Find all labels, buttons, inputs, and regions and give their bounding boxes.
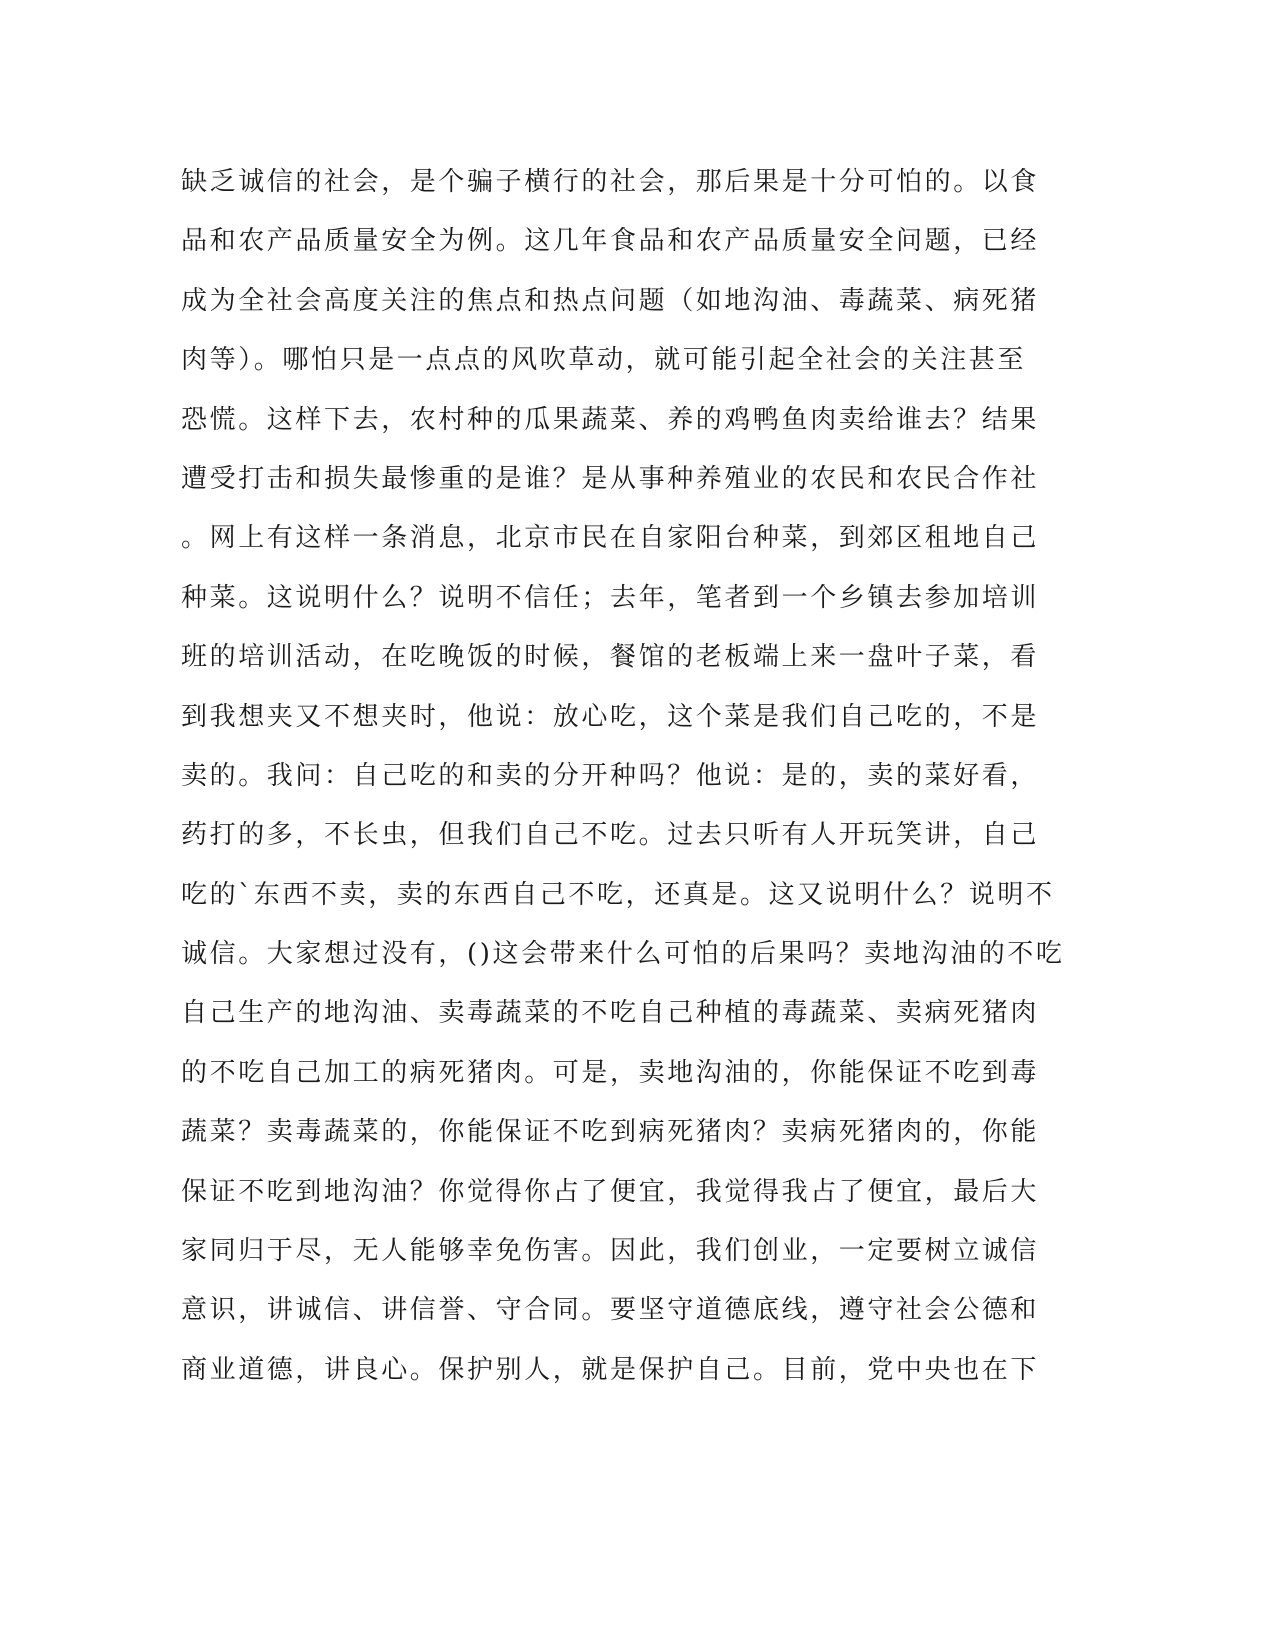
text-line: 意识，讲诚信、讲信誉、守合同。要坚守道德底线，遵守社会公德和: [181, 1295, 1040, 1326]
text-line: 保证不吃到地沟油？你觉得你占了便宜，我觉得我占了便宜，最后大: [181, 1176, 1040, 1207]
text-line: 缺乏诚信的社会，是个骗子横行的社会，那后果是十分可怕的。以食: [181, 167, 1040, 197]
text-line: 药打的多，不长虫，但我们自己不吃。过去只听有人开玩笑讲，自己: [181, 820, 1040, 851]
body-text: [181, 160, 1065, 1407]
text-line: 的不吃自己加工的病死猪肉。可是，卖地沟油的，你能保证不吃到毒: [181, 1057, 1040, 1088]
text-line: 成为全社会高度关注的焦点和热点问题（如地沟油、毒蔬菜、病死猪: [181, 285, 1040, 316]
text-line: 商业道德，讲良心。保护别人，就是保护自己。目前，党中央也在下: [181, 1354, 1040, 1385]
text-line: 班的培训活动，在吃晚饭的时候，餐馆的老板端上来一盘叶子菜，看: [181, 642, 1040, 673]
text-line: 家同归于尽，无人能够幸免伤害。因此，我们创业，一定要树立诚信: [181, 1236, 1040, 1267]
text-line: 肉等）。哪怕只是一点点的风吹草动，就可能引起全社会的关注甚至: [181, 345, 1027, 376]
text-line: 吃的`东西不卖，卖的东西自己不吃，还真是。这又说明什么？说明不: [181, 879, 1055, 910]
text-line: 品和农产品质量安全为例。这几年食品和农产品质量安全问题，已经: [181, 226, 1040, 257]
text-line: 卖的。我问：自己吃的和卖的分开种吗？他说：是的，卖的菜好看，: [181, 760, 1040, 791]
text-line: 到我想夹又不想夹时，他说：放心吃，这个菜是我们自己吃的，不是: [181, 701, 1040, 732]
text-line: 诚信。大家想过没有，()这会带来什么可怕的后果吗？卖地沟油的不吃: [181, 939, 1065, 970]
text-line: 种菜。这说明什么？说明不信任；去年，笔者到一个乡镇去参加培训: [181, 582, 1040, 613]
text-line: 。网上有这样一条消息，北京市民在自家阳台种菜，到郊区租地自己: [181, 523, 1040, 554]
text-line: 自己生产的地沟油、卖毒蔬菜的不吃自己种植的毒蔬菜、卖病死猪肉: [181, 998, 1040, 1029]
text-line: 遭受打击和损失最惨重的是谁？是从事种养殖业的农民和农民合作社: [181, 463, 1040, 494]
text-line: 恐慌。这样下去，农村种的瓜果蔬菜、养的鸡鸭鱼肉卖给谁去？结果: [181, 404, 1040, 435]
text-line: 蔬菜？卖毒蔬菜的，你能保证不吃到病死猪肉？卖病死猪肉的，你能: [181, 1117, 1040, 1148]
